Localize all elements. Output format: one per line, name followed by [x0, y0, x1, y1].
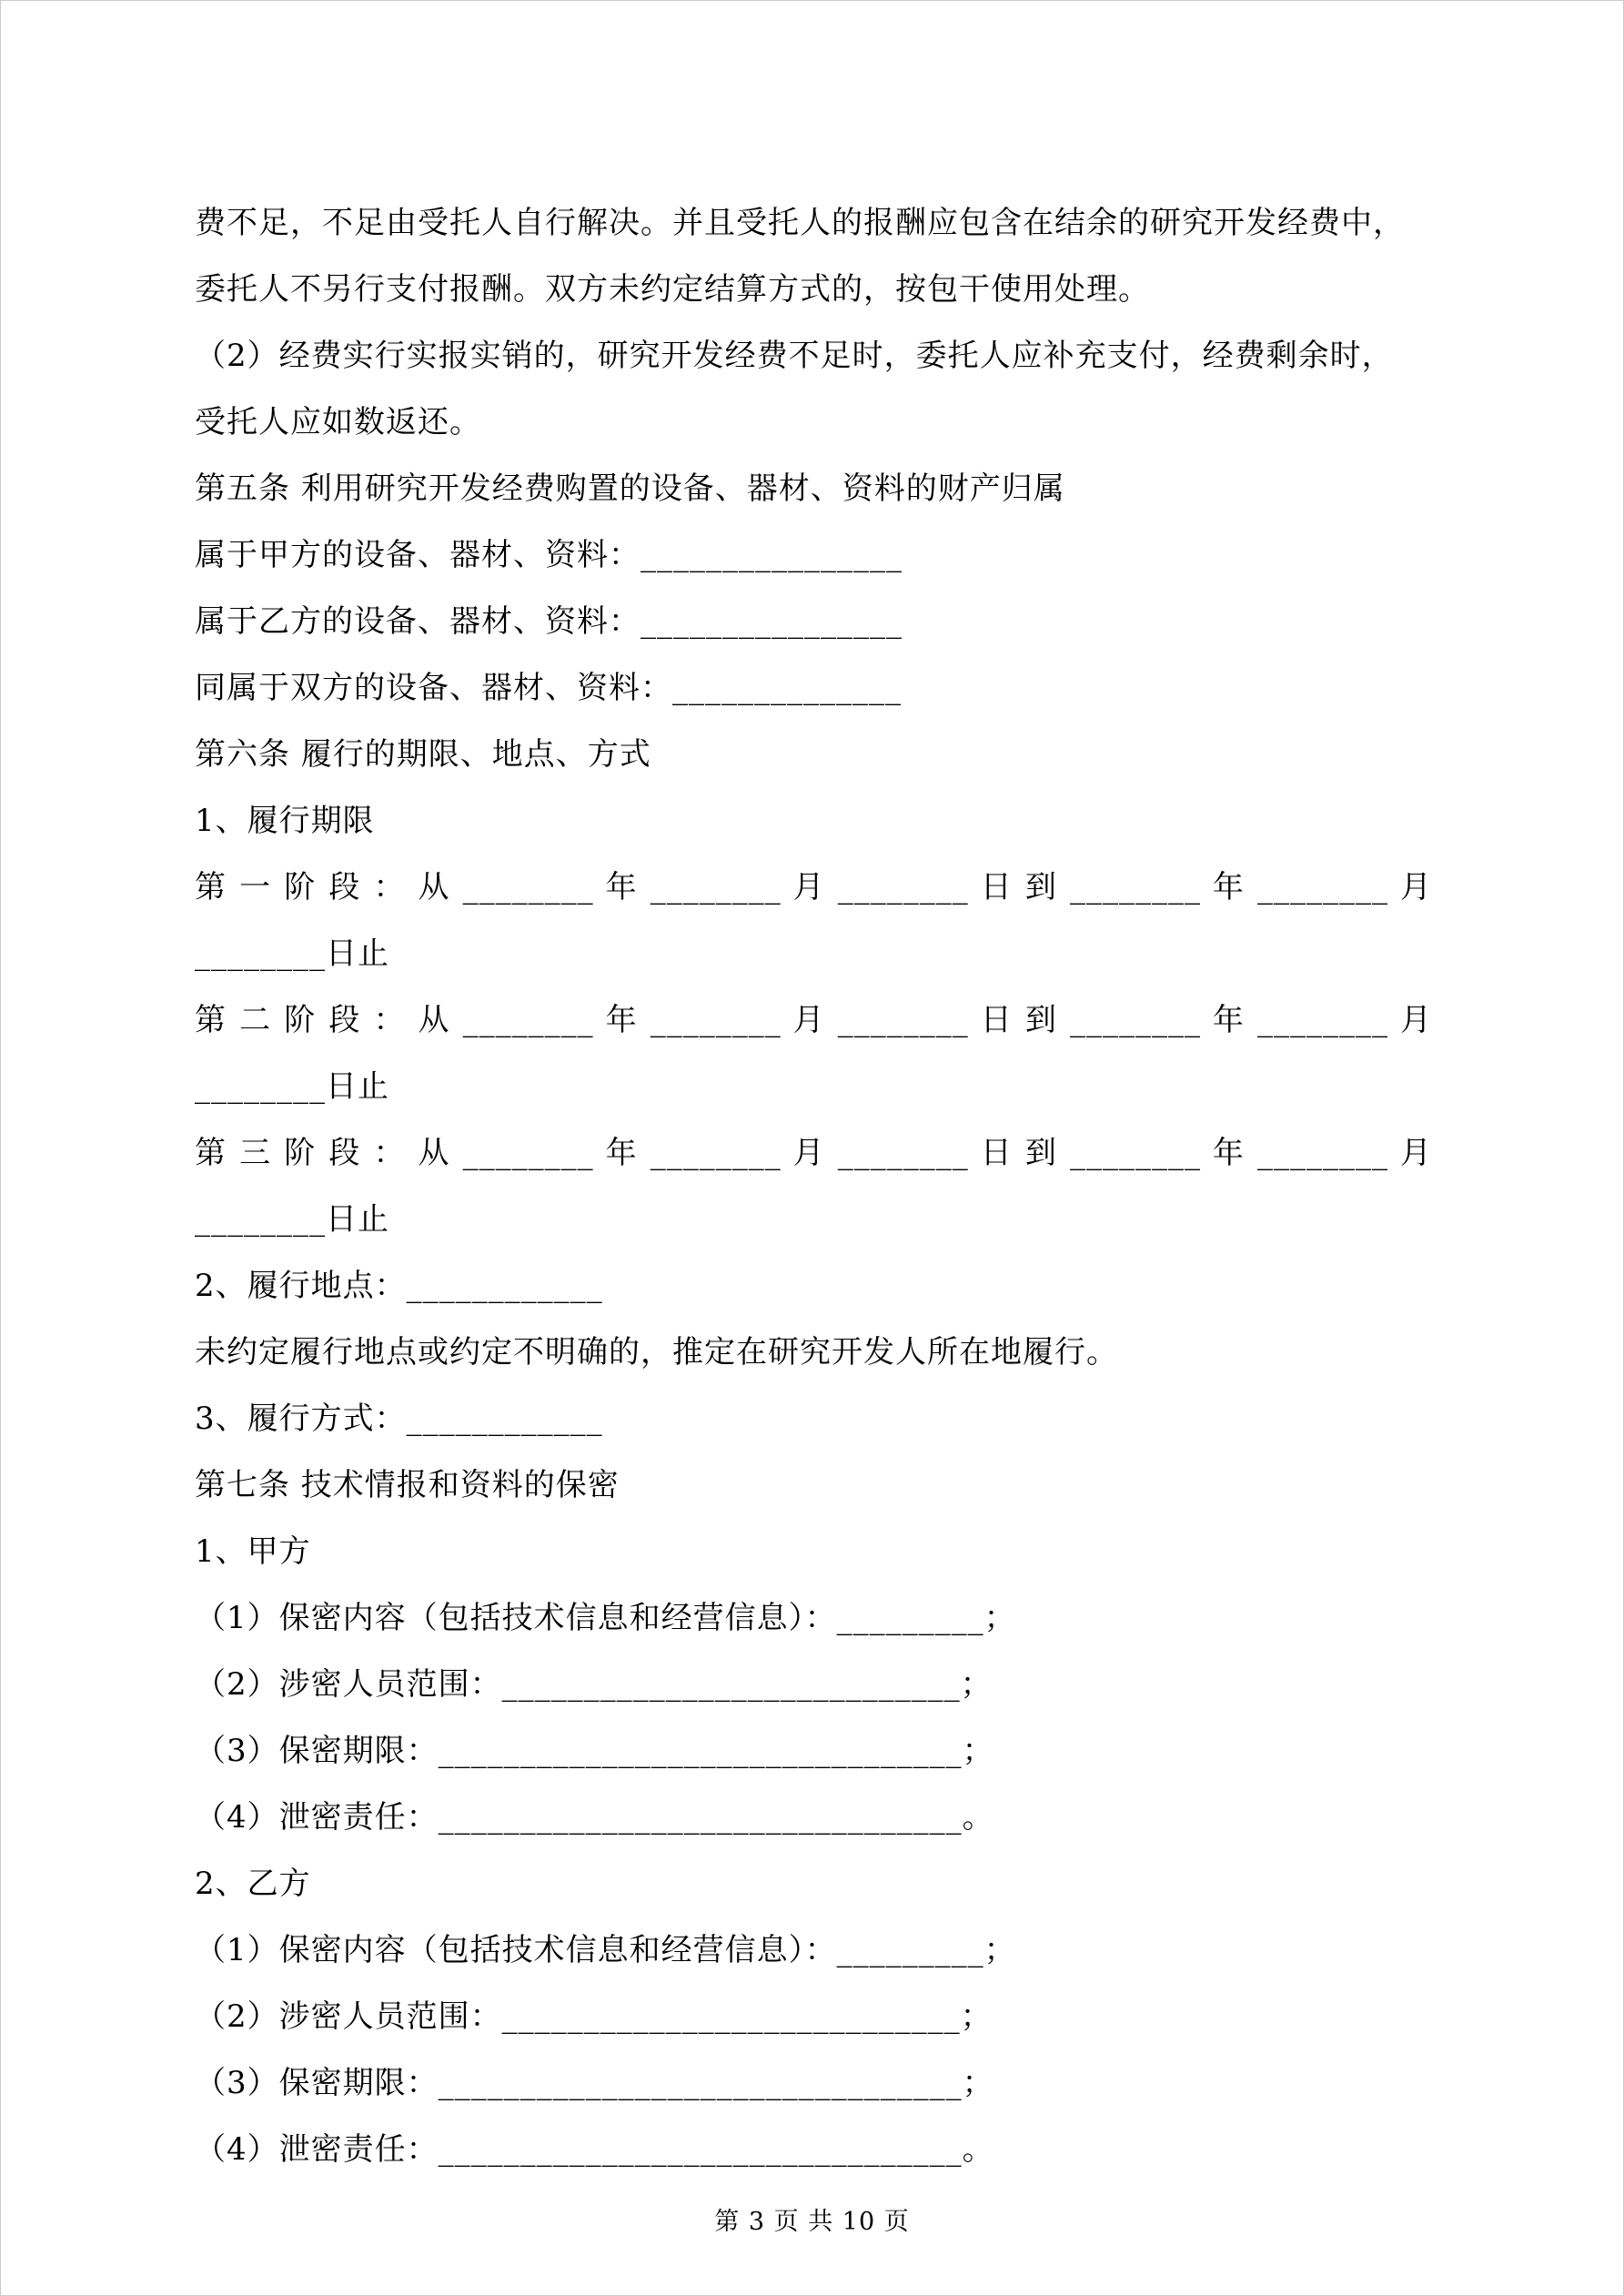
document-line: 受托人应如数返还。 — [195, 404, 481, 440]
document-line: 3、履行方式：____________ — [195, 1401, 603, 1437]
document-line: 第七条 技术情报和资料的保密 — [195, 1467, 620, 1503]
document-line: 第五条 利用研究开发经费购置的设备、器材、资料的财产归属 — [195, 470, 1065, 507]
document-line: （3）保密期限：________________________________； — [195, 2065, 994, 2101]
page-footer: 第 3 页 共 10 页 — [714, 2208, 910, 2236]
document-line: （4）泄密责任：________________________________。 — [195, 2131, 994, 2168]
document-line: （4）泄密责任：________________________________。 — [195, 1799, 994, 1836]
document-line: ________日止 — [195, 1201, 389, 1238]
document-line: 2、乙方 — [195, 1866, 311, 1902]
document-line: 2、履行地点：____________ — [195, 1268, 603, 1304]
document-line: （3）保密期限：________________________________； — [195, 1733, 994, 1769]
document-line: （2）经费实行实报实销的，研究开发经费不足时，委托人应补充支付，经费剩余时， — [195, 338, 1394, 374]
document-line: （1）保密内容（包括技术信息和经营信息）：_________； — [195, 1600, 1016, 1636]
document-line: 费不足，不足由受托人自行解决。并且受托人的报酬应包含在结余的研究开发经费中， — [195, 205, 1405, 241]
document-line: 第六条 履行的期限、地点、方式 — [195, 736, 651, 773]
document-line: 属于甲方的设备、器材、资料：________________ — [195, 537, 903, 573]
document-body — [195, 190, 1432, 2183]
document-line: 属于乙方的设备、器材、资料：________________ — [195, 603, 903, 640]
document-line: 委托人不另行支付报酬。双方未约定结算方式的，按包干使用处理。 — [195, 271, 1150, 308]
document-line: 第 一 阶 段 ： 从 ________ 年 ________ 月 ________ 日 到 ________ 年 ________ 月 — [195, 869, 1432, 905]
document-line: 未约定履行地点或约定不明确的，推定在研究开发人所在地履行。 — [195, 1334, 1118, 1371]
document-line: 同属于双方的设备、器材、资料：______________ — [195, 670, 902, 706]
document-line: 第 二 阶 段 ： 从 ________ 年 ________ 月 ________ 日 到 ________ 年 ________ 月 — [195, 1002, 1432, 1038]
document-line: 1、甲方 — [195, 1533, 311, 1570]
document-line: 1、履行期限 — [195, 803, 375, 839]
document-line: （2）涉密人员范围：____________________________； — [195, 1998, 993, 2035]
document-line: （2）涉密人员范围：____________________________； — [195, 1666, 993, 1703]
document-line: （1）保密内容（包括技术信息和经营信息）：_________； — [195, 1932, 1016, 1968]
document-line: 第 三 阶 段 ： 从 ________ 年 ________ 月 ________ 日 到 ________ 年 ________ 月 — [195, 1135, 1432, 1171]
document-line: ________日止 — [195, 936, 389, 972]
document-line: ________日止 — [195, 1068, 389, 1105]
